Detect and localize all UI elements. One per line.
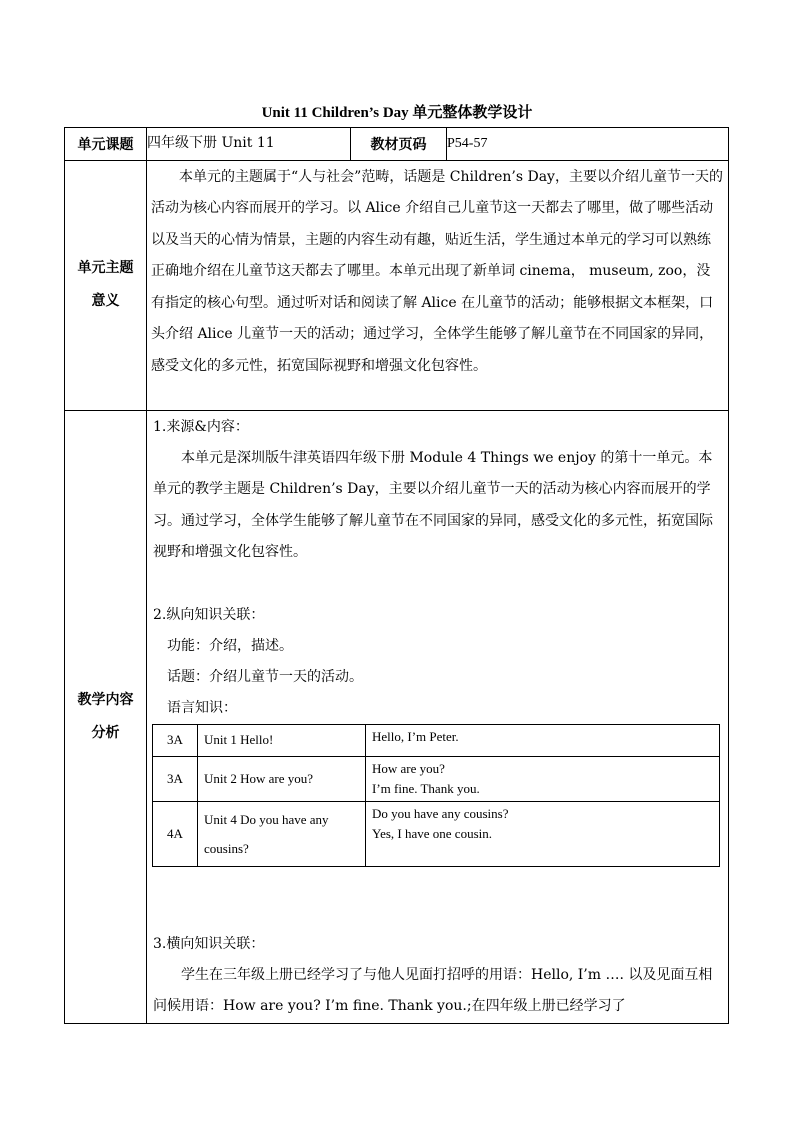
knowledge-unit: Unit 4 Do you have any cousins? xyxy=(198,801,366,866)
section-2-language-label: 语言知识： xyxy=(167,699,237,716)
knowledge-unit: Unit 1 Hello! xyxy=(198,724,366,756)
lesson-plan-table xyxy=(64,127,729,1024)
section-2-function: 功能：介绍，描述。 xyxy=(167,637,293,654)
section-1-text: 本单元是深圳版牛津英语四年级下册 Module 4 Things we enjoy 的第十一单元。本单元的教学主题是 Children’s Day，主要以介绍儿童节一天的活动为核心内容而展开的学习。通过学习，全体学生能够了解儿童节在不同国家的异同，感受文化的多元性，拓宽国际视野和增强文化包容性。 xyxy=(153,449,713,560)
unit-theme-text-cell xyxy=(147,160,729,410)
knowledge-grade: 3A xyxy=(153,724,198,756)
section-2-topic: 话题：介绍儿童节一天的活动。 xyxy=(167,668,363,685)
unit-theme-label: 单元主题 意义 xyxy=(65,160,147,410)
section-1-heading: 1.来源&内容： xyxy=(153,418,249,435)
section-3-text: 学生在三年级上册已经学习了与他人见面打招呼的用语：Hello, I’m …. 以及见面互相问候用语：How are you? I’m fine. Thank you.;在四年级上册已经学习了 xyxy=(153,966,713,1014)
content-analysis-cell xyxy=(147,410,729,1023)
content-analysis-row xyxy=(65,410,729,1023)
unit-theme-paragraph: 本单元的主题属于“人与社会”范畴，话题是 Children’s Day，主要以介绍儿童节一天的活动为核心内容而展开的学习。以 Alice 介绍自己儿童节这一天都去了哪里，做了哪些活动以及当天的心情为情景，主题的内容生动有趣，贴近生活，学生通过本单元的学习可以熟练正确地介绍在儿童节这天都去了哪里。本单元出现了新单词 cinema， museum, zoo，没有指定的核心句型。通过听对话和阅读了解 Alice 在儿童节的活动；能够根据文本框架，口头介绍 Alice 儿童节一天的活动；通过学习，全体学生能够了解儿童节在不同国家的异同，感受文化的多元性，拓宽国际视野和增强文化包容性。 xyxy=(151,168,723,374)
unit-topic-row xyxy=(65,128,729,161)
knowledge-row xyxy=(153,724,720,756)
knowledge-sentences: How are you? I’m fine. Thank you. xyxy=(366,756,720,801)
content-analysis-label: 教学内容 分析 xyxy=(65,410,147,1023)
knowledge-row xyxy=(153,801,720,866)
knowledge-grade: 3A xyxy=(153,756,198,801)
textbook-pages-value: P54-57 xyxy=(447,128,729,161)
unit-topic-label: 单元课题 xyxy=(65,128,147,161)
section-2-heading: 2.纵向知识关联： xyxy=(153,606,265,623)
unit-topic-value: 四年级下册 Unit 11 xyxy=(147,128,351,161)
knowledge-sentences: Hello, I’m Peter. xyxy=(366,724,720,756)
knowledge-sentences: Do you have any cousins? Yes, I have one cousin. xyxy=(366,801,720,866)
unit-theme-row xyxy=(65,160,729,410)
knowledge-row xyxy=(153,756,720,801)
language-knowledge-table xyxy=(152,724,720,867)
section-3-heading: 3.横向知识关联： xyxy=(153,935,265,952)
textbook-pages-label: 教材页码 xyxy=(351,128,447,161)
knowledge-grade: 4A xyxy=(153,801,198,866)
knowledge-unit: Unit 2 How are you? xyxy=(198,756,366,801)
document-title: Unit 11 Children’s Day 单元整体教学设计 xyxy=(261,105,533,121)
